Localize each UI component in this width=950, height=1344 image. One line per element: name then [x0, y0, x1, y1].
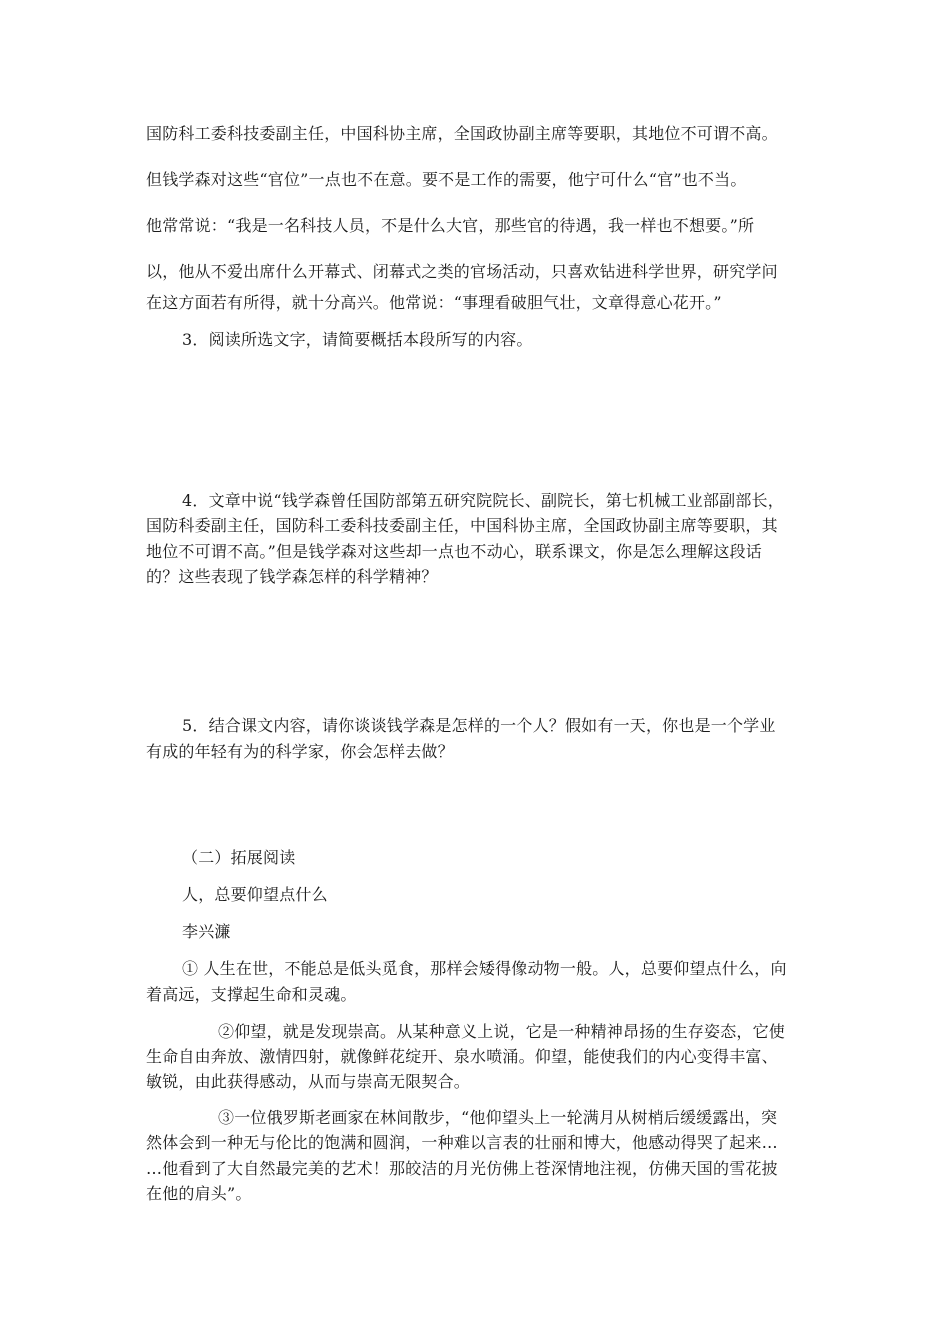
- question-5-line: 5．结合课文内容，请你谈谈钱学森是怎样的一个人？假如有一天，你也是一个学业: [182, 716, 776, 735]
- paragraph-3-line: 在他的肩头”。: [146, 1184, 252, 1203]
- paragraph-2-line: 生命自由奔放、激情四射，就像鲜花绽开、泉水喷涌。仰望，能使我们的内心变得丰富、: [146, 1047, 778, 1066]
- passage-line: 在这方面若有所得，就十分高兴。他常说：“事理看破胆气壮，文章得意心花开。”: [146, 293, 722, 312]
- article-author: 李兴濂: [182, 922, 231, 941]
- section-title: （二）拓展阅读: [182, 848, 296, 867]
- passage-line: 国防科工委科技委副主任，中国科协主席，全国政协副主席等要职，其地位不可谓不高。: [146, 124, 778, 143]
- question-4-line: 的？这些表现了钱学森怎样的科学精神？: [146, 567, 438, 586]
- paragraph-2-line: ②仰望，就是发现崇高。从某种意义上说，它是一种精神昂扬的生存姿态，它使: [218, 1022, 786, 1041]
- paragraph-3-line: …他看到了大自然最完美的艺术！那皎洁的月光仿佛上苍深情地注视，仿佛天国的雪花披: [146, 1159, 778, 1178]
- passage-line: 他常常说：“我是一名科技人员，不是什么大官，那些官的待遇，我一样也不想要。”所: [146, 216, 755, 235]
- paragraph-2-line: 敏锐，由此获得感动，从而与崇高无限契合。: [146, 1072, 471, 1091]
- question-4-line: 4．文章中说“钱学森曾任国防部第五研究院院长、副院长，第七机械工业部副部长，: [182, 491, 784, 510]
- paragraph-1-line: 着高远，支撑起生命和灵魂。: [146, 985, 357, 1004]
- question-5-line: 有成的年轻有为的科学家，你会怎样去做？: [146, 742, 454, 761]
- paragraph-3-line: ③一位俄罗斯老画家在林间散步，“他仰望头上一轮满月从树梢后缓缓露出，突: [218, 1108, 778, 1127]
- question-4-line: 国防科委副主任，国防科工委科技委副主任，中国科协主席，全国政协副主席等要职，其: [146, 516, 778, 535]
- question-3: 3．阅读所选文字，请简要概括本段所写的内容。: [182, 330, 533, 349]
- paragraph-3-line: 然体会到一种无与伦比的饱满和圆润，一种难以言表的壮丽和博大，他感动得哭了起来…: [146, 1133, 778, 1152]
- question-4-line: 地位不可谓不高。”但是钱学森对这些却一点也不动心，联系课文，你是怎么理解这段话: [146, 542, 762, 561]
- passage-line: 但钱学森对这些“官位”一点也不在意。要不是工作的需要，他宁可什么“官”也不当。: [146, 170, 747, 189]
- paragraph-1-line: ① 人生在世，不能总是低头觅食，那样会矮得像动物一般。人，总要仰望点什么，向: [182, 959, 787, 978]
- passage-line: 以，他从不爱出席什么开幕式、闭幕式之类的官场活动，只喜欢钻进科学世界，研究学问: [146, 262, 778, 281]
- article-title: 人，总要仰望点什么: [182, 885, 328, 904]
